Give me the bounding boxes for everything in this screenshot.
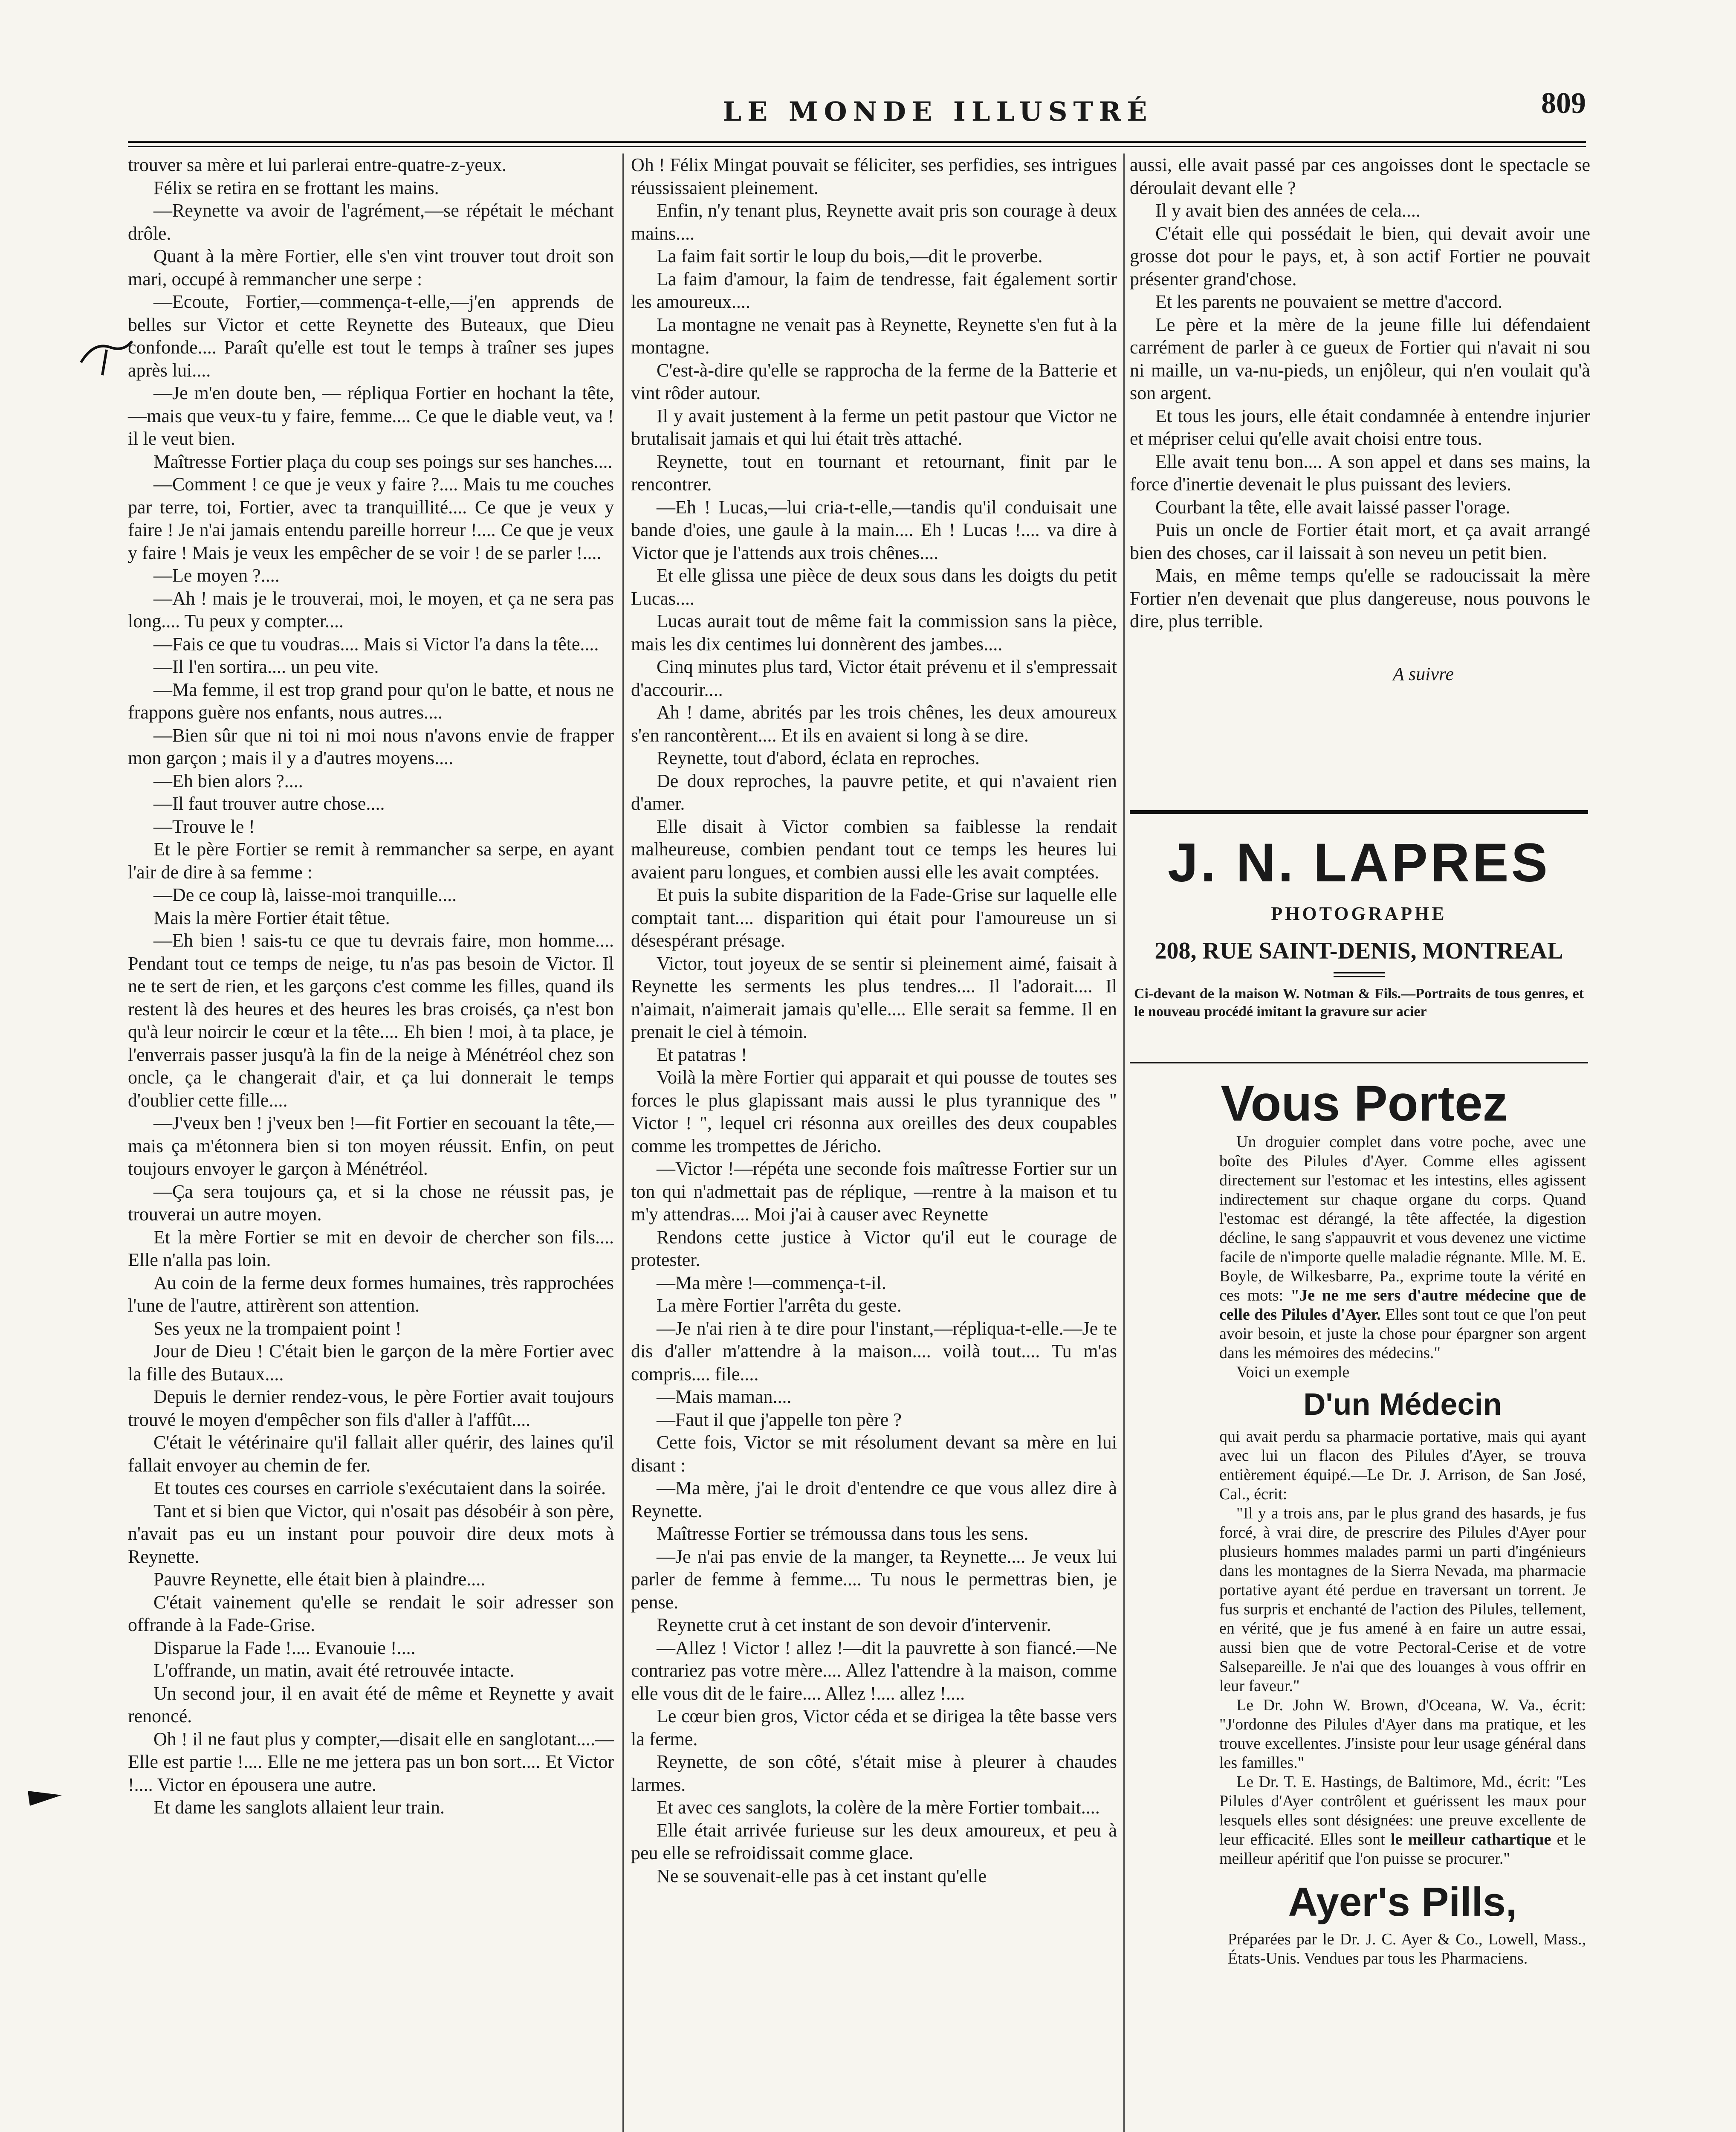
- column-1-paragraph: —Ah ! mais je le trouverai, moi, le moyen, et ça ne sera pas long.... Tu peux y compter....: [128, 588, 614, 631]
- column-1: [128, 154, 614, 2132]
- ayer-intro: [1219, 1133, 1586, 1382]
- column-2-paragraph: C'est-à-dire qu'elle se rapprocha de la ferme de la Batterie et vint rôder autour.: [631, 359, 1117, 403]
- column-1-paragraph: —Trouve le !: [153, 816, 255, 837]
- column-3-paragraph: Et tous les jours, elle était condamnée à entendre injurier et mépriser celui qu'elle avait choisi entre tous.: [1130, 405, 1590, 449]
- newspaper-title: LE MONDE ILLUSTRÉ: [723, 96, 1153, 127]
- column-2-paragraph: —Ma mère, j'ai le droit d'entendre ce que vous allez dire à Reynette.: [631, 1477, 1117, 1521]
- column-1-paragraph: —Je m'en doute ben, — répliqua Fortier en hochant la tête,—mais que veux-tu y faire, femme.... Ce que le diable veut, va ! il le veut bien.: [128, 382, 614, 449]
- column-1-paragraph: Jour de Dieu ! C'était bien le garçon de la mère Fortier avec la fille des Butaux....: [128, 1341, 614, 1385]
- column-3-paragraph: Et les parents ne pouvaient se mettre d'accord.: [1155, 291, 1503, 312]
- ayer-p3: Le Dr. John W. Brown, d'Oceana, W. Va., écrit: "J'ordonne des Pilules d'Ayer dans ma pratique, et les trouve excellentes. J'insiste pour leur usage général dans les familles.": [1219, 1696, 1586, 1772]
- column-2-paragraph: Enfin, n'y tenant plus, Reynette avait pris son courage à deux mains....: [631, 200, 1117, 244]
- column-1-paragraph: trouver sa mère et lui parlerai entre-quatre-z-yeux.: [128, 154, 507, 175]
- column-2-paragraph: Ne se souvenait-elle pas à cet instant qu'elle: [657, 1865, 987, 1886]
- column-2-paragraph: —Je n'ai pas envie de la manger, ta Reynette.... Je veux lui parler de femme à femme.... Tu nous le permettras bien, je pense.: [631, 1546, 1117, 1613]
- column-1-paragraph: C'était le vétérinaire qu'il fallait aller quérir, des laines qu'il fallait envoyer au chemin de fer.: [128, 1432, 614, 1476]
- ayer-p1: qui avait perdu sa pharmacie portative, mais qui ayant avec lui un flacon des Pilules d'Ayer, se trouva entièrement équipé.—Le Dr. J. Arrison, de San José, Cal., écrit:: [1219, 1428, 1586, 1503]
- column-2-paragraph: Rendons cette justice à Victor qu'il eut le courage de protester.: [631, 1226, 1117, 1270]
- column-1-paragraph: —Eh bien ! sais-tu ce que tu devrais faire, mon homme.... Pendant tout ce temps de neige, tu n'as pas besoin de Victor. Il ne te sert de rien, et les garçons c'est comme les filles, quand ils restent là des heures et des heures les bras croisés, ça n'est bon qu'à leur noircir le cœur et la tête.... Eh bien ! moi, à ta place, je l'enverrais passer jusqu'à la fin de la neige à Ménétréol chez son oncle, ça le changerait d'air, et ça lui donnerait le temps d'oublier cette fille....: [128, 930, 614, 1111]
- ad-separator-thin: [1130, 1062, 1588, 1063]
- column-1-paragraph: —Reynette va avoir de l'agrément,—se répétait le méchant drôle.: [128, 200, 614, 244]
- column-2-paragraph: La faim fait sortir le loup du bois,—dit le proverbe.: [657, 246, 1043, 266]
- column-3-paragraph: Puis un oncle de Fortier était mort, et ça avait arrangé bien des choses, car il laissait à son neveu un petit bien.: [1130, 519, 1590, 563]
- ayer-advertisement: [1219, 1075, 1586, 1968]
- column-1-paragraph: —Fais ce que tu voudras.... Mais si Victor l'a dans la tête....: [153, 633, 599, 655]
- column-1-paragraph: —Bien sûr que ni toi ni moi nous n'avons envie de frapper mon garçon ; mais il y a d'autres moyens....: [128, 724, 614, 768]
- column-1-paragraph: Félix se retira en se frottant les mains.: [153, 177, 439, 198]
- column-1-paragraph: Et le père Fortier se remit à remmancher sa serpe, en ayant l'air de dire à sa femme :: [128, 839, 614, 883]
- column-3-paragraph: aussi, elle avait passé par ces angoisses dont le spectacle se déroulait devant elle ?: [1130, 154, 1590, 198]
- ayer-subhead: D'un Médecin: [1303, 1388, 1502, 1422]
- column-2-paragraph: Reynette, de son côté, s'était mise à pleurer à chaudes larmes.: [631, 1751, 1117, 1795]
- header-rule-thin: [128, 146, 1586, 147]
- column-2-paragraph: —Mais maman....: [657, 1386, 792, 1407]
- column-1-paragraph: Maîtresse Fortier plaça du coup ses poings sur ses hanches....: [153, 451, 613, 472]
- column-2-paragraph: Elle disait à Victor combien sa faiblesse la rendait malheureuse, combien pendant tout ce temps les heures lui avaient paru longues, et combien aussi elle les avait comptées.: [631, 816, 1117, 883]
- column-2-paragraph: Et patatras !: [657, 1044, 747, 1065]
- column-3-paragraphs: [1130, 154, 1590, 633]
- column-2-paragraph: Et avec ces sanglots, la colère de la mère Fortier tombait....: [657, 1797, 1100, 1818]
- column-1-paragraph: —Le moyen ?....: [153, 565, 280, 586]
- column-1-paragraph: Au coin de la ferme deux formes humaines, très rapprochées l'une de l'autre, attirèrent son attention.: [128, 1272, 614, 1316]
- column-2-paragraph: La faim d'amour, la faim de tendresse, fait également sortir les amoureux....: [631, 268, 1117, 312]
- column-1-paragraph: Oh ! il ne faut plus y compter,—disait elle en sanglotant....—Elle est partie !.... Elle ne me jettera pas un bon sort.... Et Victor !.... Victor en épousera une autre.: [128, 1728, 614, 1795]
- column-2-paragraph: —Ma mère !—commença-t-il.: [657, 1272, 886, 1293]
- column-2-paragraph: —Je n'ai rien à te dire pour l'instant,—répliqua-t-elle.—Je te dis d'aller m'attendre à la maison.... voilà tout.... Tu m'as compris.... file....: [631, 1318, 1117, 1385]
- ayer-intro-end: Elles sont tout ce que l'on peut avoir besoin, et juste la chose pour épargner son argent dans les mémoires des médecins.": [1219, 1306, 1586, 1362]
- column-1-paragraph: —Ça sera toujours ça, et si la chose ne réussit pas, je trouverai un autre moyen.: [128, 1181, 614, 1225]
- column-1-paragraph: Ses yeux ne la trompaient point !: [153, 1318, 402, 1339]
- column-2-paragraph: Victor, tout joyeux de se sentir si pleinement aimé, faisait à Reynette les serments les plus tendres.... Il l'adorait.... Il n'aimait, n'aimerait jamais qu'elle.... Elle serait sa femme. Il en prenait le ciel à témoin.: [631, 953, 1117, 1042]
- column-2-paragraph: —Victor !—répéta une seconde fois maîtresse Fortier sur un ton qui n'admettait pas de réplique, —rentre à la maison et tu m'y attendras.... Moi j'ai à causer avec Reynette: [631, 1158, 1117, 1225]
- ayer-p4-text: Le Dr. T. E. Hastings, de Baltimore, Md., écrit: "Les Pilules d'Ayer contrôlent et guérissent les maux pour lesquels elles sont désignées: une preuve excellente de leur efficacité. Elles sont: [1219, 1773, 1586, 1848]
- column-1-paragraph: —J'veux ben ! j'veux ben !—fit Fortier en secouant la tête,—mais ça m'étonnera bien si ton moyen réussit. Enfin, on peut toujours envoyer le garçon à Ménétréol.: [128, 1112, 614, 1179]
- column-2-paragraph: —Faut il que j'appelle ton père ?: [657, 1409, 902, 1430]
- a-suivre-label: A suivre: [1393, 663, 1454, 684]
- column-3-paragraph: Elle avait tenu bon.... A son appel et dans ses mains, la force d'inertie devenait le plus puissant des leviers.: [1130, 451, 1590, 495]
- column-1-paragraph: Pauvre Reynette, elle était bien à plaindre....: [153, 1569, 486, 1590]
- column-2-paragraph: Et puis la subite disparition de la Fade-Grise sur laquelle elle comptait tant.... disparition qui était pour l'amoureuse un si désespérant présage.: [631, 884, 1117, 951]
- masthead: [128, 83, 1586, 134]
- column-3-paragraph: Mais, en même temps qu'elle se radoucissait la mère Fortier n'en devenait que plus dangereuse, nous pouvons le dire, plus terrible.: [1130, 565, 1590, 631]
- column-2-paragraph: Le cœur bien gros, Victor céda et se dirigea la tête basse vers la ferme.: [631, 1706, 1117, 1750]
- column-1-paragraph: Et dame les sanglots allaient leur train.: [153, 1797, 445, 1818]
- column-3: [1130, 154, 1590, 685]
- column-2-paragraph: Maîtresse Fortier se trémoussa dans tous les sens.: [657, 1523, 1029, 1544]
- column-3-paragraph: Le père et la mère de la jeune fille lui défendaient carrément de parler à ce gueux de Fortier qui n'avait ni sou ni maille, un va-nu-pieds, un enjôleur, qui n'en voulait qu'à son argent.: [1130, 314, 1590, 403]
- column-1-paragraph: —De ce coup là, laisse-moi tranquille....: [153, 884, 457, 905]
- page-number: 809: [1541, 87, 1586, 120]
- column-2-paragraph: Voilà la mère Fortier qui apparait et qui pousse de toutes ses forces le plus glapissant mais aussi le plus tyrannique des " Victor ! ", lequel cri résonna aux oreilles des deux coupables comme les trompettes de Jéricho.: [631, 1067, 1117, 1156]
- column-separator-2: [1123, 154, 1125, 2132]
- column-1-paragraph: Disparue la Fade !.... Evanouie !....: [153, 1637, 416, 1658]
- lapres-advertisement: [1130, 823, 1588, 1021]
- column-2-paragraph: Reynette, tout en tournant et retournant, finit par le rencontrer.: [631, 451, 1117, 495]
- column-1-paragraph: Quant à la mère Fortier, elle s'en vint trouver tout droit son mari, occupé à remmancher une serpe :: [128, 246, 614, 290]
- column-2: [631, 154, 1117, 2132]
- column-2-paragraph: La mère Fortier l'arrêta du geste.: [657, 1295, 902, 1316]
- ayer-intro-text: Un droguier complet dans votre poche, avec une boîte des Pilules d'Ayer. Comme elles agissent directement sur l'estomac et les intestins, elles agissent indirectement sur chaque organe du corps. Quand l'estomac est dérangé, la tête affectée, la digestion décline, le sang s'appauvrit et vous devenez une victime facile de n'importe quelle maladie régnante. Mlle. M. E. Boyle, de Wilkesbarre, Pa., exprime toute la vérité en ces mots:: [1219, 1133, 1586, 1304]
- column-2-paragraph: Reynette, tout d'abord, éclata en reproches.: [657, 747, 980, 768]
- column-1-paragraph: C'était vainement qu'elle se rendait le soir adresser son offrande à la Fade-Grise.: [128, 1591, 614, 1635]
- lapres-subtitle: PHOTOGRAPHE: [1271, 903, 1447, 924]
- pointer-mark: [26, 1782, 64, 1812]
- handwritten-check-mark: [77, 333, 136, 379]
- column-2-paragraph: Il y avait justement à la ferme un petit pastour que Victor ne brutalisait jamais et qui lui était très attaché.: [631, 405, 1117, 449]
- column-1-paragraph: —Ma femme, il est trop grand pour qu'on le batte, et nous ne frappons guère nos enfants, nous autres....: [128, 679, 614, 723]
- lapres-name: J. N. LAPRES: [1167, 832, 1551, 893]
- ad-separator-thick: [1130, 810, 1588, 814]
- lapres-address: 208, RUE SAINT-DENIS, MONTREAL: [1154, 938, 1563, 964]
- column-2-paragraph: Cinq minutes plus tard, Victor était prévenu et il s'empressait d'accourir....: [631, 656, 1117, 700]
- ayer-footer: Préparées par le Dr. J. C. Ayer & Co., Lowell, Mass., États-Unis. Vendues par tous les Pharmaciens.: [1228, 1930, 1586, 1967]
- column-1-paragraph: Et toutes ces courses en carriole s'exécutaient dans la soirée.: [153, 1477, 606, 1498]
- column-1-paragraph: L'offrande, un matin, avait été retrouvée intacte.: [153, 1660, 515, 1681]
- column-2-paragraph: Ah ! dame, abrités par les trois chênes, les deux amoureux s'en rancontèrent.... Et ils en avaient si long à se dire.: [631, 702, 1117, 746]
- column-2-paragraph: —Eh ! Lucas,—lui cria-t-elle,—tandis qu'il conduisait une bande d'oies, une gaule à la main.... Eh ! Lucas !.... va dire à Victor que je l'attends aux trois chênes....: [631, 496, 1117, 563]
- column-2-paragraph: Elle était arrivée furieuse sur les deux amoureux, et peu à peu elle se refroidissait comme glace.: [631, 1819, 1117, 1863]
- column-3-paragraph: Il y avait bien des années de cela....: [1155, 200, 1421, 221]
- header-rule-thick: [128, 141, 1586, 143]
- column-1-paragraph: Tant et si bien que Victor, qui n'osait pas désobéir à son père, n'avait pas eu un instant pour pouvoir dire deux mots à Reynette.: [128, 1500, 614, 1567]
- column-2-paragraph: Reynette crut à cet instant de son devoir d'intervenir.: [657, 1614, 1051, 1635]
- column-1-paragraph: Mais la mère Fortier était têtue.: [153, 907, 390, 928]
- column-1-paragraph: Un second jour, il en avait été de même et Reynette y avait renoncé.: [128, 1683, 614, 1726]
- column-2-paragraph: Cette fois, Victor se mit résolument devant sa mère en lui disant :: [631, 1432, 1117, 1476]
- column-1-paragraph: Et la mère Fortier se mit en devoir de chercher son fils.... Elle n'alla pas loin.: [128, 1226, 614, 1270]
- column-1-paragraph: —Ecoute, Fortier,—commença-t-elle,—j'en apprends de belles sur Victor et cette Reynette des Buteaux, que Dieu confonde.... Paraît qu'elle est tout le temps à traîner ses jupes après lui....: [128, 291, 614, 381]
- lapres-note: Ci-devant de la maison W. Notman & Fils.—Portraits de tous genres, et le nouveau procédé imitant la gravure sur acier: [1134, 986, 1584, 1020]
- column-2-paragraph: La montagne ne venait pas à Reynette, Reynette s'en fut à la montagne.: [631, 314, 1117, 358]
- column-1-paragraph: Depuis le dernier rendez-vous, le père Fortier avait toujours trouvé le moyen d'empêcher son fils d'aller à l'affût....: [128, 1386, 614, 1430]
- lapres-dash: [1334, 972, 1385, 977]
- column-1-paragraph: —Comment ! ce que je veux y faire ?.... Mais tu me couches par terre, toi, Fortier, avec ta tranquillité.... Ce que je veux y faire ! Je n'ai jamais entendu pareille horreur !.... Ce que je veux y faire ! Mais je veux les empêcher de se voir ! de se parler !....: [128, 474, 614, 563]
- column-2-paragraph: Lucas aurait tout de même fait la commission sans la pièce, mais les dix centimes lui donnèrent des jambes....: [631, 611, 1117, 655]
- ayer-p4-end: et le meilleur apéritif que l'on puisse se procurer.": [1219, 1831, 1586, 1868]
- ayer-headline: Vous Portez: [1221, 1075, 1508, 1132]
- column-separator-1: [622, 154, 624, 2132]
- ayer-testimonials: [1219, 1427, 1586, 1868]
- column-2-paragraph: Et elle glissa une pièce de deux sous dans les doigts du petit Lucas....: [631, 565, 1117, 609]
- ayer-p2: "Il y a trois ans, par le plus grand des hasards, je fus forcé, à vrai dire, de prescrire des Pilules d'Ayer pour plusieurs hommes malades parmi un parti d'ingénieurs dans les montagnes de la Sierra Nevada, ma pharmacie portative ayant été perdue en traversant un torrent. Je fus surpris et enchanté de l'action des Pilules, tellement, en vérité, que je fus amené à en faire un autre essai, aussi bien que de votre Pectoral-Cerise et de votre Salsepareille. Je n'ai que des louanges à vous offrir en leur faveur.": [1219, 1504, 1586, 1695]
- ayer-brand: Ayer's Pills,: [1288, 1879, 1517, 1925]
- column-3-paragraph: Courbant la tête, elle avait laissé passer l'orage.: [1155, 496, 1510, 518]
- ayer-example: Voici un exemple: [1236, 1363, 1350, 1381]
- ayer-intro-quote: "Je ne me sers d'autre médecine que de celle des Pilules d'Ayer.: [1219, 1286, 1586, 1324]
- ayer-p4-bold: le meilleur cathartique: [1391, 1831, 1551, 1848]
- column-1-paragraph: —Il l'en sortira.... un peu vite.: [153, 656, 379, 677]
- column-1-paragraph: —Eh bien alors ?....: [153, 770, 303, 791]
- column-2-paragraph: —Allez ! Victor ! allez !—dit la pauvrette à son fiancé.—Ne contrariez pas votre mère.... Allez l'attendre à la maison, comme elle vous dit de le faire.... Allez !.... allez !....: [631, 1637, 1117, 1704]
- column-1-paragraph: —Il faut trouver autre chose....: [153, 793, 385, 814]
- column-3-paragraph: C'était elle qui possédait le bien, qui devait avoir une grosse dot pour le pays, et, à son actif Fortier ne pouvait présenter grand'chose.: [1130, 223, 1590, 290]
- column-2-paragraph: De doux reproches, la pauvre petite, et qui n'avaient rien d'amer.: [631, 770, 1117, 814]
- column-2-paragraph: Oh ! Félix Mingat pouvait se féliciter, ses perfidies, ses intrigues réussissaient pleinement.: [631, 154, 1117, 198]
